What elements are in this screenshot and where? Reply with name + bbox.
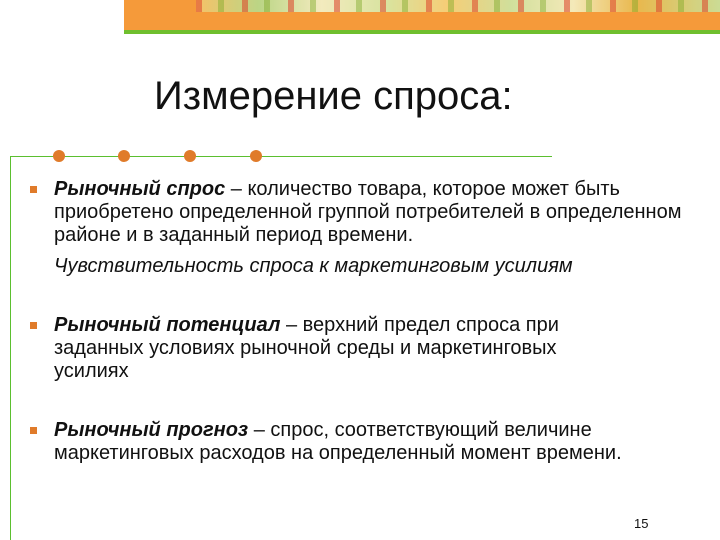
item-definition: – количество товара, которое может быть приобретено определенной группой потребителей в определенном районе и в заданный период времени.	[54, 178, 682, 246]
header-green-line	[124, 30, 720, 34]
list-item	[54, 419, 704, 465]
list-item	[54, 178, 694, 247]
sub-note: Чувствительность спроса к маркетинговым усилиям	[54, 255, 573, 277]
vertical-divider	[10, 156, 11, 540]
orange-dot-icon	[53, 150, 65, 162]
horizontal-divider	[10, 156, 552, 157]
orange-dot-icon	[184, 150, 196, 162]
page-number: 15	[634, 516, 649, 531]
list-item	[54, 314, 624, 383]
orange-dot-icon	[118, 150, 130, 162]
orange-dot-icon	[250, 150, 262, 162]
item-definition: – верхний предел спроса при заданных условиях рыночной среды и маркетинговых усилиях	[54, 314, 559, 382]
decorative-floral-banner	[196, 0, 720, 12]
item-term: Рыночный спрос	[54, 178, 226, 200]
square-bullet-icon	[30, 427, 37, 434]
square-bullet-icon	[30, 186, 37, 193]
item-term: Рыночный потенциал	[54, 314, 281, 336]
item-term: Рыночный прогноз	[54, 419, 249, 441]
square-bullet-icon	[30, 322, 37, 329]
slide-title: Измерение спроса:	[154, 74, 513, 118]
item-definition: – спрос, соответствующий величине маркетинговых расходов на определенный момент времени.	[54, 419, 622, 464]
